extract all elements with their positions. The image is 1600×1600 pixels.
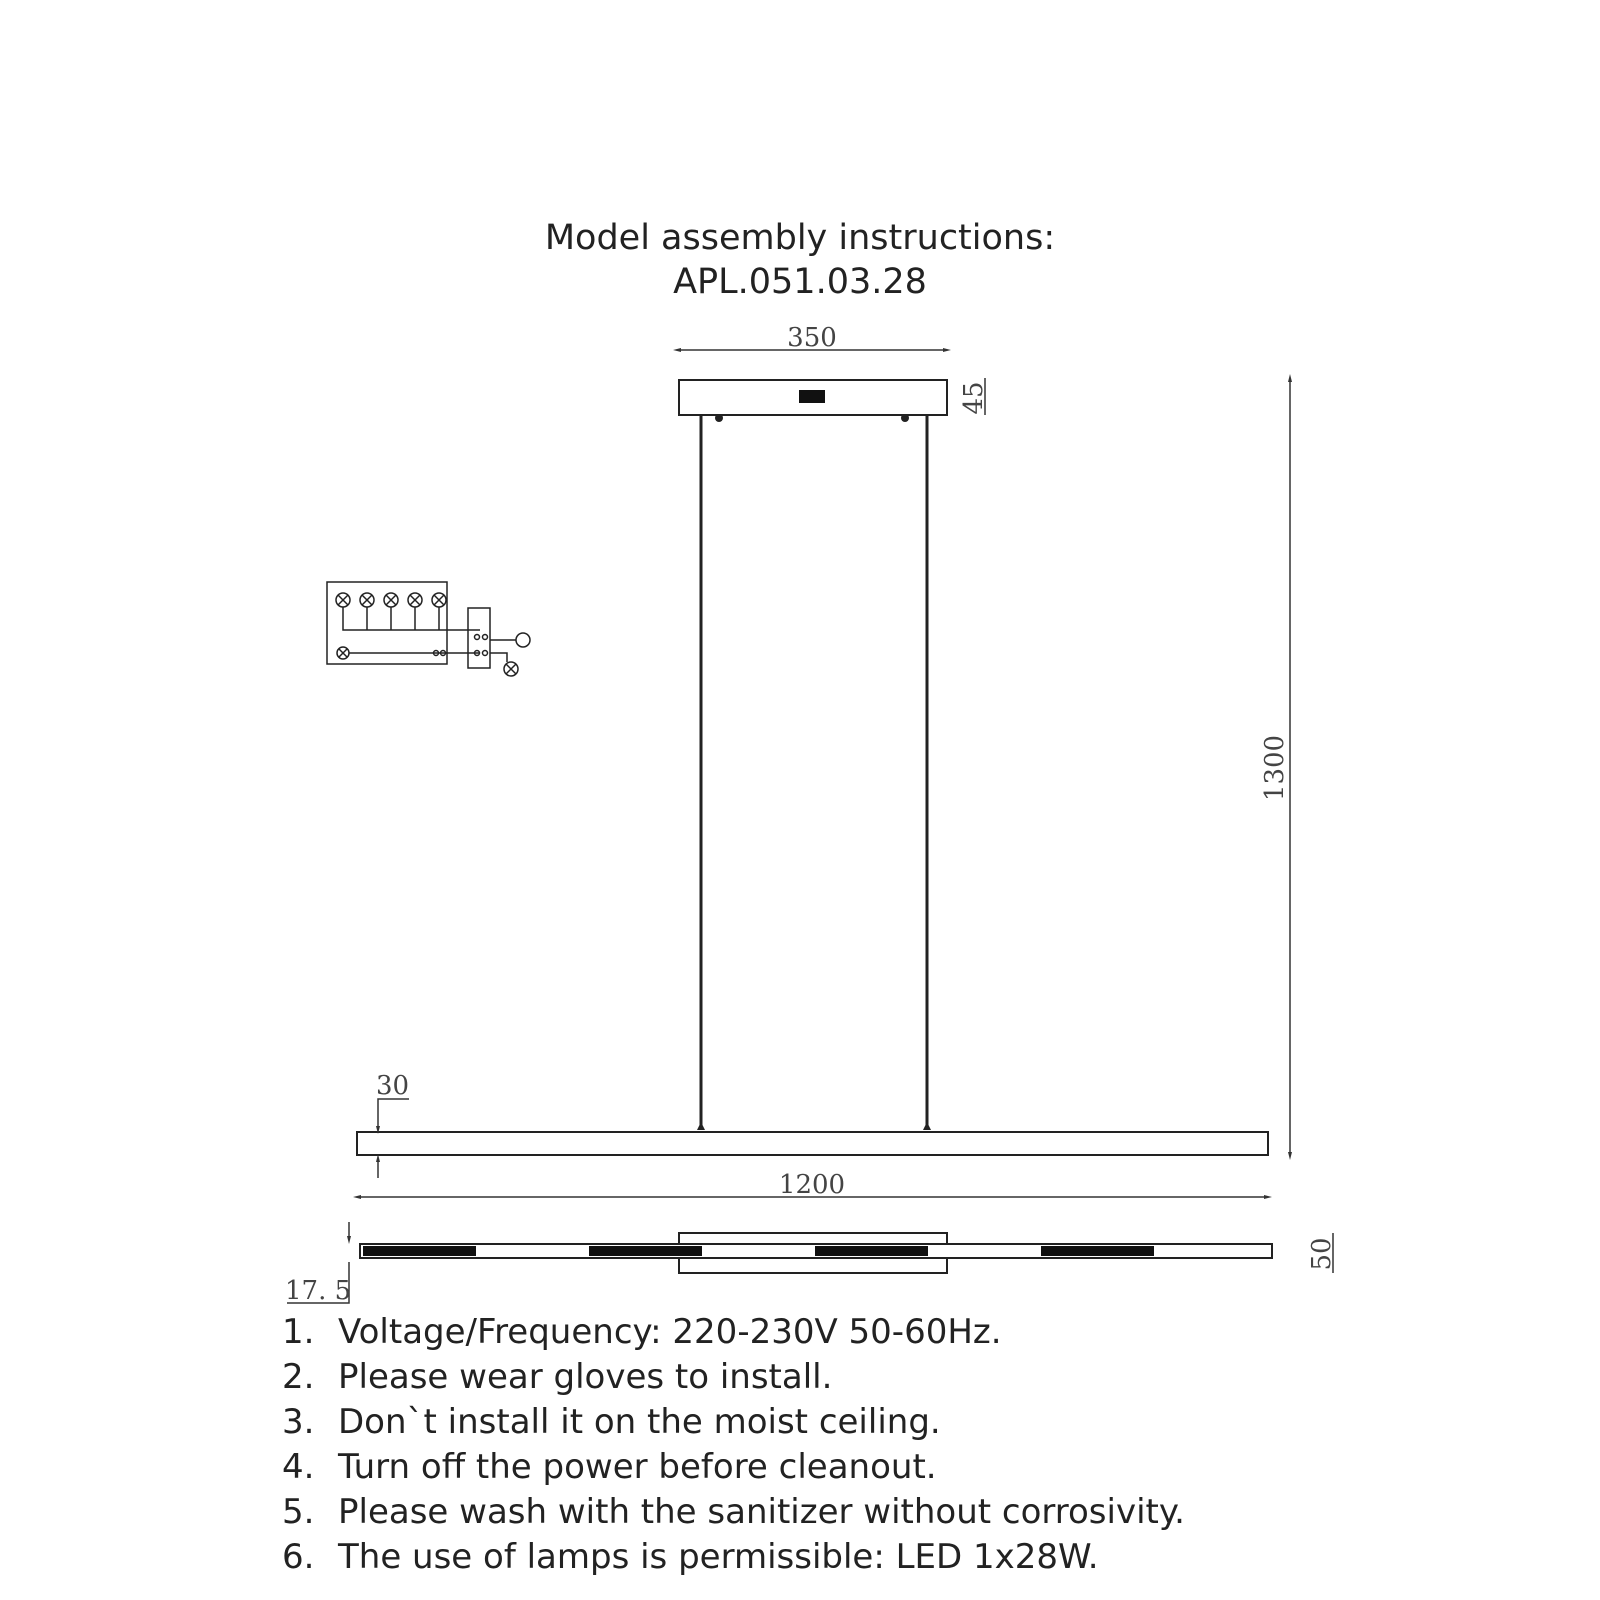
list-item — [282, 1490, 1185, 1535]
canopy-width-label: 350 — [787, 323, 837, 353]
canopy-height-label: 45 — [959, 381, 989, 415]
list-text: Turn off the power before cleanout. — [338, 1447, 937, 1487]
wiring-diagram-icon — [327, 582, 530, 676]
canopy-width-dimension — [677, 323, 947, 353]
bar-length-label: 1200 — [778, 1170, 846, 1200]
list-text: Please wash with the sanitizer without corrosivity. — [338, 1492, 1185, 1532]
canopy-height-dimension — [959, 378, 989, 415]
suspension-cables — [697, 415, 931, 1130]
list-text: Please wear gloves to install. — [338, 1357, 833, 1397]
list-item — [282, 1355, 1185, 1400]
list-text: Don`t install it on the moist ceiling. — [338, 1402, 941, 1442]
diagram-title: Model assembly instructions: — [544, 218, 1056, 258]
list-number: 6. — [282, 1537, 315, 1577]
list-text: The use of lamps is permissible: LED 1x28W. — [338, 1537, 1099, 1577]
list-number: 3. — [282, 1402, 315, 1442]
top-view — [360, 1233, 1272, 1273]
bar-height-dimension — [376, 1071, 409, 1178]
list-number: 4. — [282, 1447, 315, 1487]
total-height-dimension — [1260, 378, 1290, 1156]
list-number: 2. — [282, 1357, 315, 1397]
bar-height-label: 30 — [376, 1071, 410, 1101]
list-number: 1. — [282, 1312, 315, 1352]
ceiling-canopy — [679, 380, 947, 422]
list-item — [282, 1400, 1185, 1445]
model-number: APL.051.03.28 — [673, 262, 927, 302]
bar-depth-dimension — [285, 1222, 351, 1306]
list-item — [282, 1310, 1185, 1355]
list-item — [282, 1445, 1185, 1490]
list-text: Voltage/Frequency: 220-230V 50-60Hz. — [338, 1312, 1002, 1352]
depth-dimension — [1307, 1233, 1337, 1273]
depth-label: 50 — [1307, 1237, 1337, 1271]
total-height-label: 1300 — [1260, 734, 1290, 802]
bar-depth-label: 17. 5 — [285, 1276, 352, 1306]
list-number: 5. — [282, 1492, 315, 1532]
light-bar — [357, 1132, 1268, 1155]
bar-length-dimension — [357, 1170, 1268, 1200]
instructions-list — [282, 1310, 1185, 1580]
led-terminal-icons — [336, 593, 446, 607]
list-item — [282, 1535, 1185, 1580]
